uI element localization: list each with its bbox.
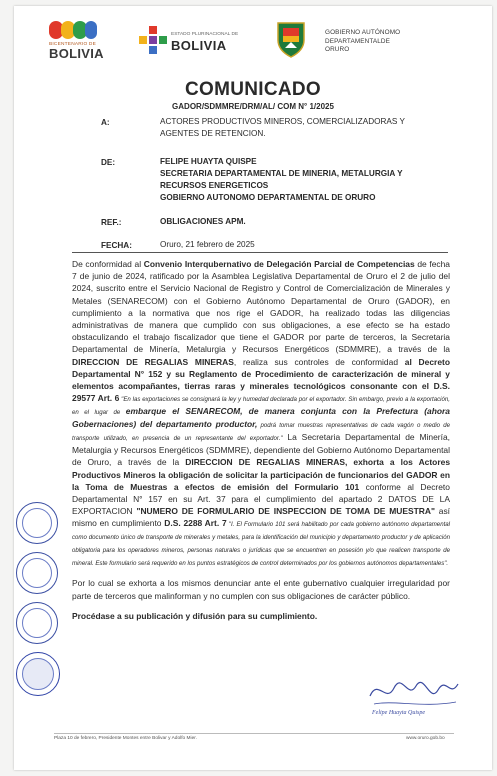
svg-text:Felipe Huayta Quispe: Felipe Huayta Quispe [372, 710, 425, 716]
oruro-name: GOBIERNO AUTÓNOMO DEPARTAMENTALDE ORURO [325, 29, 401, 54]
communique-body [72, 258, 450, 622]
footer-divider [54, 733, 454, 734]
a-value: ACTORES PRODUCTIVOS MINEROS, COMERCIALIZADORAS Y AGENTES DE RETENCION. [160, 117, 405, 138]
document-page [14, 6, 492, 770]
de-line2: SECRETARIA DEPARTAMENTAL DE MINERIA, METALURGIA Y RECURSOS ENERGETICOS [160, 169, 403, 190]
a-label: A: [101, 118, 110, 127]
footer-address: Plaza 10 de febrero, Presidente Montes entre Bolivar y Adolfo Mier. [54, 736, 197, 741]
bicentenario-name: BOLIVIA [49, 46, 104, 61]
gobierno-bolivia-logo [139, 22, 249, 62]
document-title: COMUNICADO [185, 79, 321, 100]
de-line1: FELIPE HUAYTA QUISPE [160, 157, 257, 166]
oruro-shield-icon [275, 20, 307, 58]
chakana-icon [139, 26, 167, 54]
bicentenario-logo [49, 21, 111, 60]
ref-value: OBLIGACIONES APM. [160, 217, 246, 226]
de-label: DE: [101, 158, 116, 167]
de-line3: GOBIERNO AUTONOMO DEPARTAMENTAL DE ORURO [160, 193, 376, 202]
bicentenario-icon [49, 21, 111, 41]
ref-label: REF.: [101, 218, 122, 227]
official-seal-4 [16, 652, 60, 696]
handwritten-signature [364, 674, 464, 718]
paragraph-exhort: Por lo cual se exhorta a los mismos denunciar ante el ente gubernativo cualquier irregularidad por parte de terceros que malinforman y no cumplen con sus obligaciones de carácter público. [72, 578, 450, 601]
bicentenario-subtitle: BICENTENARIO DE [49, 42, 96, 47]
paragraph-closing: Procédase a su publicación y difusión para su cumplimiento. [72, 610, 318, 621]
reference-code: GADOR/SDMMRE/DRM/AL/ COM N° 1/2025 [172, 102, 334, 111]
official-seal-2 [16, 552, 58, 594]
official-seal-1 [16, 502, 58, 544]
gobierno-oruro-logo [273, 18, 478, 62]
header-divider [72, 252, 448, 253]
official-seal-3 [16, 602, 58, 644]
fecha-label: FECHA: [101, 241, 132, 250]
letterhead [14, 6, 492, 66]
gobierno-subtitle: ESTADO PLURINACIONAL DE [171, 32, 239, 37]
fecha-value: Oruro, 21 febrero de 2025 [160, 240, 255, 249]
footer-website: www.oruro.gob.bo [406, 736, 445, 741]
paragraph-main: De conformidad al Convenio Interqubernativo de Delegación Parcial de Competencias de fecha 7 de junio de 2024, ratificado por la Asamblea Legislativa Departamental de Oruro el 2 de julio del 2024, suscrito entre el Servicio Nacional de Registro y Control de Comercialización de Minerales y Metales (SENARECOM) con el Gobierno Autónomo Departamental de Oruro (GADOR), en cumplimiento a la normativa que nos rige el GADOR, ha realizado todas las diligencias administrativas de manera que cumplido con sus obligaciones, a ese efecto se ha estado obstaculizando el trabajo fiscalizador que tiene el GADOR por parte de terceros, la Secretaria Departamental de Minería, Metalurgia y Recursos Energéticos (SDMMRE), a través de la DIRECCION DE REGALIAS MINERAS, realiza sus controles de conformidad al Decreto Departamental N° 152 y su Reglamento de Procedimiento de caracterización de mineral y elementos acompañantes, tierras raras y minerales tecnológicos consonante con el D.S. 29577 Art. 6 "En las exportaciones se consignará la ley y humedad declarada por el exportador. Sin embargo, previo a la exportación, en el lugar de embarque el SENARECOM, de manera conjunta con la Prefectura (ahora Gobernaciones) del departamento productor, podrá tomar muestras representativas de cada vagón o medio de transporte utilizado, en presencia de un representante del exportador." La Secretaria Departamental de Minería, Metalurgia y Recursos Energéticos (SDMMRE), dependiente del Gobierno Autónomo Departamental de Oruro, a través de la DIRECCION DE REGALIAS MINERAS, exhorta a los Actores Productivos Mineros la obligación de solicitar la participación de funcionarios del GADOR en la Toma de Muestras a efectos de emisión del Formulario 101 conforme al Decreto Departamental N° 157 en su Art. 37 para el cumplimiento del apartado 2 DATOS DE LA EXPORTACION "NUMERO DE FORMULARIO DE INSPECCION DE TOMA DE MUESTRA" así mismo en cumplimiento D.S. 2288 Art. 7 "I. El Formulario 101 será habilitado por cada gobierno autónomo departamental como documento único de transporte de minerales y metales, para la identificación del municipio y departamento productor y de aplicación obligatoria para los operadores mineros, personas naturales o jurídicas que se encuentren en posesión y/o que realicen transporte de mineral. Este formulario será requerido en los puntos estratégicos de control determinados por los gobiernos autónomos departamentales". [72, 259, 451, 568]
gobierno-name: BOLIVIA [171, 38, 227, 53]
